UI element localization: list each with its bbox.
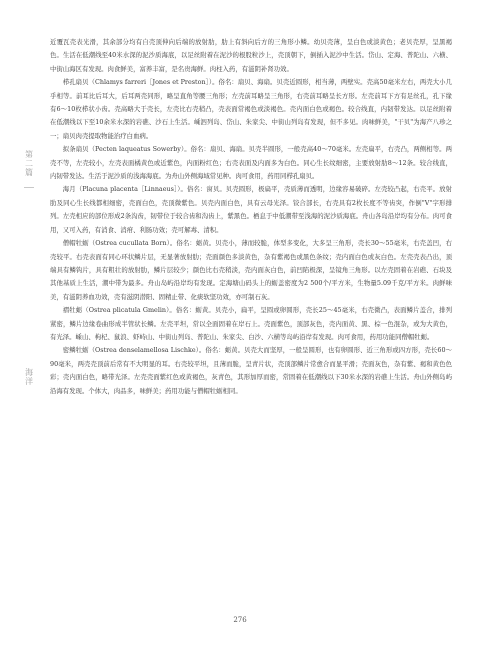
chapter-label: 海洋 [24,368,34,386]
sidebar-divider [24,187,34,188]
chapter-sidebar [22,150,36,386]
paragraph: 近覆瓦壳表光滑，其余部分均有自壳顶伸向后端的放射肋，肋上有斜向后方的三角形小鳞。幼贝壳薄，呈白色或淡黄色；老贝壳厚，呈黑褐色。生活在低潮线至40米水深的泥沙质海底，以足丝附着在泥沙的根股粒沙上，壳顶朝下，倒插入泥沙中生活。岱山、定海、普陀山、六横、中街山海区有发现。肉食鲜美，富养丰富，是名贵海鲜。肉柱入药，有滋阴补肾功效。 [50,38,452,73]
paragraph: 海月（Placuna placenta［Linnaeus］）。俗名：窗贝。贝壳圆形，极扁平，壳质薄而透明，边缘容易破碎。左壳较凸起，右壳平。放射肋及同心生长线都相细密，壳面白色，壳顶微紫色。贝壳内面白色，具有云母光泽。铰合部长，右壳具有2枚长度不等齿突，作倒"V"字形排列。左壳相应的部位形成2条沟齿，韧带位于较合齿和沟齿上，紫黑色。栖息于中低潮带至浅海的泥沙质海底。舟山各岛沿岸均有分布。肉可食用，又可入药，有消食、消疳、利肠功效；壳可解毒、清积。 [50,185,452,234]
paragraph: 僧帽牡蛎（Ostrea cucullata Born）。俗名：蛎黄。贝壳小，薄而较脆，体型多变化，大多呈三角形，壳长30～55毫米，右壳盖凹，右壳较平。右壳表面有同心环状鳞片层，无显著放射肋；壳面颜色多淡黄色，杂有紫褐色或黑色条纹；壳内面白色或灰白色。左壳壳表凸出，顶端具有鳞钩片，具有粗壮的放射肋，鳞片层较少；颜色比右壳稍淡，壳内面灰白色，前凹陷极深，呈镜角三角形。以左壳固着在岩礁、石块及其他基质上生活，潮中带为最多。舟山岛屿沿岸均有发现。定海塘山码头上的蛎盖密度为2 500个/平方米，生物量5.09千克/平方米。肉鲜味美，有滋阴养血功效，壳有滋阴潜阳、固精止带、化痰软坚功效，亦可制石灰。 [50,239,452,301]
section-label: 第二篇 [24,150,34,177]
paragraph: 褶牡蛎（Ostrea plicatula Gmelin）。俗名：蛎黄。贝壳小，扁平，呈圆或卵圆形，壳长25～45毫米，右壳微凸，表面鳞片盖合，排列紧密，鳞片边缘卷曲形成半管状长鳞。左壳平坦，常以全面固着在岸石上。壳面紫色，顶部灰色，壳内面黄、黑、棕一色混杂，或为大黄色，有光泽。嵊山、枸杞、鼠浪、虾峙山、中街山列岛、普陀山、朱家尖、白沙、六横等岛屿沿岸有发现。肉可食用，药用功能同僧帽牡蛎。 [50,306,452,341]
paragraph: 拟条扇贝（Pecten laqueatus Sowerby）。俗名：扇贝、海扇。贝壳半圆形，一般壳高40～70毫米。左壳扁平，右壳凸，两侧相等。两壳不等，左壳较小，左壳表面橘黄色或近紫色，内面粉红色；右壳表面及内面多为白色。同心生长纹细密，主要放射肋8～12条。较合线直，内韧带发达。生活于泥沙质的浅海海底。为舟山外侧海域常见种。肉可食用，药用同栉孔扇贝。 [50,145,452,181]
page-number: 276 [233,616,247,624]
paragraph: 密鳞牡蛎（Ostrea denselamellosa Lischke）。俗名：蛎黄。贝壳大而坚厚，一般呈圆形，也有卵圆形、近三角形或四方形，壳长60～90毫米，两壳壳顶前后常有不大明显的耳。右壳较平坦，且薄而脆，呈青片状，壳顶部鳞片常愈合而显平滑；壳面灰色，杂有紫、褐和黄色色彩；壳内面白色，略带光泽。左壳壳面紫红色或黄褐色，灰青色，其形加厚而密，常固着在低潮线以下30米水深的岩礁上生活。舟山外侧岛屿沿海有发现。个体大，肉品多，味鲜美；药用功能与僧帽牡蛎相同。 [50,346,452,395]
body-text [50,36,452,398]
paragraph: 栉孔扇贝（Chlamys farreri［Jones et Preston］）。俗名：扇贝、海扇。贝壳近圆形，相当薄，两壁实。壳高50毫米左右，两壳大小几乎相等。前耳比后耳大，后耳两壳同形，略呈直角等腰三角形；左壳前耳略呈三角形，右壳前耳略呈长方形。左壳前耳下方有足丝孔，孔下缘有6～10枚栉状小齿。壳高略大于壳长，左壳比右壳稍凸，壳表面常褐色或淡褐色。壳内面白色或褐色。较合线直，内韧带发达。以足丝附着在低潮线以下至10余米水深的岩礁、沙石上生活。嵊泗列岛、岱山、朱家尖、中街山列岛有发现，但不多见。肉味鲜美，"干贝"为海产八珍之一；扇贝肉壳提取物能治疗白血病。 [50,78,452,140]
